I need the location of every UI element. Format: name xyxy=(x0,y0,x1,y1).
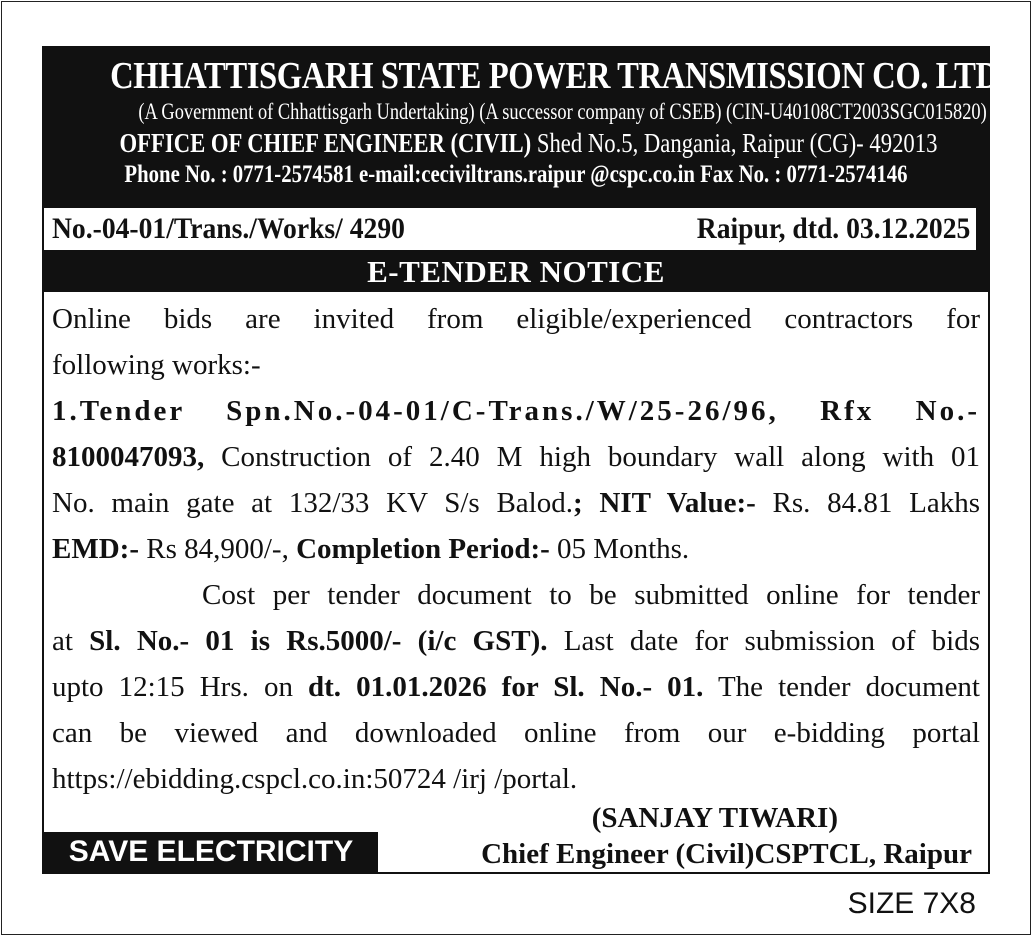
period-label: Completion Period:- xyxy=(296,533,550,565)
intro-line-1: Online bids are invited from eligible/experienced contractors for xyxy=(52,303,980,335)
emd-line xyxy=(52,526,980,572)
portal-url[interactable]: https://ebidding.cspcl.co.in:50724 /irj /portal. xyxy=(52,763,578,795)
office-name: OFFICE OF CHIEF ENGINEER (CIVIL) xyxy=(119,128,532,158)
reference-date: Raipur, dtd. 03.12.2025 xyxy=(696,212,970,245)
company-subtitle: (A Government of Chhattisgarh Undertaking) (A successor company of CSEB) (CIN-U40108CT2003SGC015820) xyxy=(138,99,987,124)
work-desc-2: No. main gate at 132/33 KV S/s Balod. xyxy=(52,487,573,519)
last-date-prefix: upto 12:15 Hrs. on xyxy=(52,671,309,703)
notice-body xyxy=(44,292,988,802)
period-value: 05 Months. xyxy=(549,533,690,565)
reference-number: No.-04-01/Trans./Works/ 4290 xyxy=(52,212,405,245)
portal-line: can be viewed and downloaded online from our e-bidding portal xyxy=(52,717,980,749)
notice-title: E-TENDER NOTICE xyxy=(44,252,988,292)
signer-name: (SANJAY TIWARI) xyxy=(591,802,838,834)
tender-spec-line: 1.Tender Spn.No.-04-01/C-Trans./W/25-26/96, Rfx No.- xyxy=(52,395,980,427)
nit-value: Rs. 84.81 Lakhs xyxy=(755,487,981,519)
rfx-number: 8100047093, xyxy=(52,441,205,473)
save-electricity-banner: SAVE ELECTRICITY xyxy=(44,832,378,872)
nit-label: ; NIT Value:- xyxy=(572,487,756,519)
size-label: SIZE 7X8 xyxy=(847,887,976,920)
reference-row xyxy=(44,208,988,252)
work-line-1 xyxy=(52,434,980,480)
reference-notch xyxy=(976,208,990,250)
emd-label: EMD:- xyxy=(52,533,139,565)
cost-line-1: Cost per tender document to be submitted online for tender xyxy=(202,579,980,611)
signature-block xyxy=(44,800,988,872)
tender-notice xyxy=(42,46,1007,874)
contact-line: Phone No. : 0771-2574581 e-mail:ceciviltrans.raipur @cspc.co.in Fax No. : 0771-2574146 xyxy=(124,161,908,188)
emd-value: Rs 84,900/-, xyxy=(138,533,297,565)
work-desc-1: Construction of 2.40 M high boundary wall along with 01 xyxy=(204,441,980,473)
header-block xyxy=(44,48,1007,208)
last-date: dt. 01.01.2026 for Sl. No.- 01. xyxy=(308,671,704,703)
work-line-2 xyxy=(52,480,980,526)
last-date-suffix: The tender document xyxy=(703,671,980,703)
cost-line-2 xyxy=(52,618,980,664)
office-address: Shed No.5, Dangania, Raipur (CG)- 492013 xyxy=(531,128,938,158)
office-line xyxy=(119,126,938,160)
intro-line-2: following works:- xyxy=(52,349,261,381)
cost-prefix: at xyxy=(52,625,90,657)
cost-suffix: Last date for submission of bids xyxy=(547,625,980,657)
company-name: CHHATTISGARH STATE POWER TRANSMISSION CO. LTD. xyxy=(110,55,1007,97)
signer-designation: Chief Engineer (Civil)CSPTCL, Raipur xyxy=(481,838,972,870)
last-date-line xyxy=(52,664,980,710)
cost-amount: Sl. No.- 01 is Rs.5000/- (i/c GST). xyxy=(89,625,548,657)
